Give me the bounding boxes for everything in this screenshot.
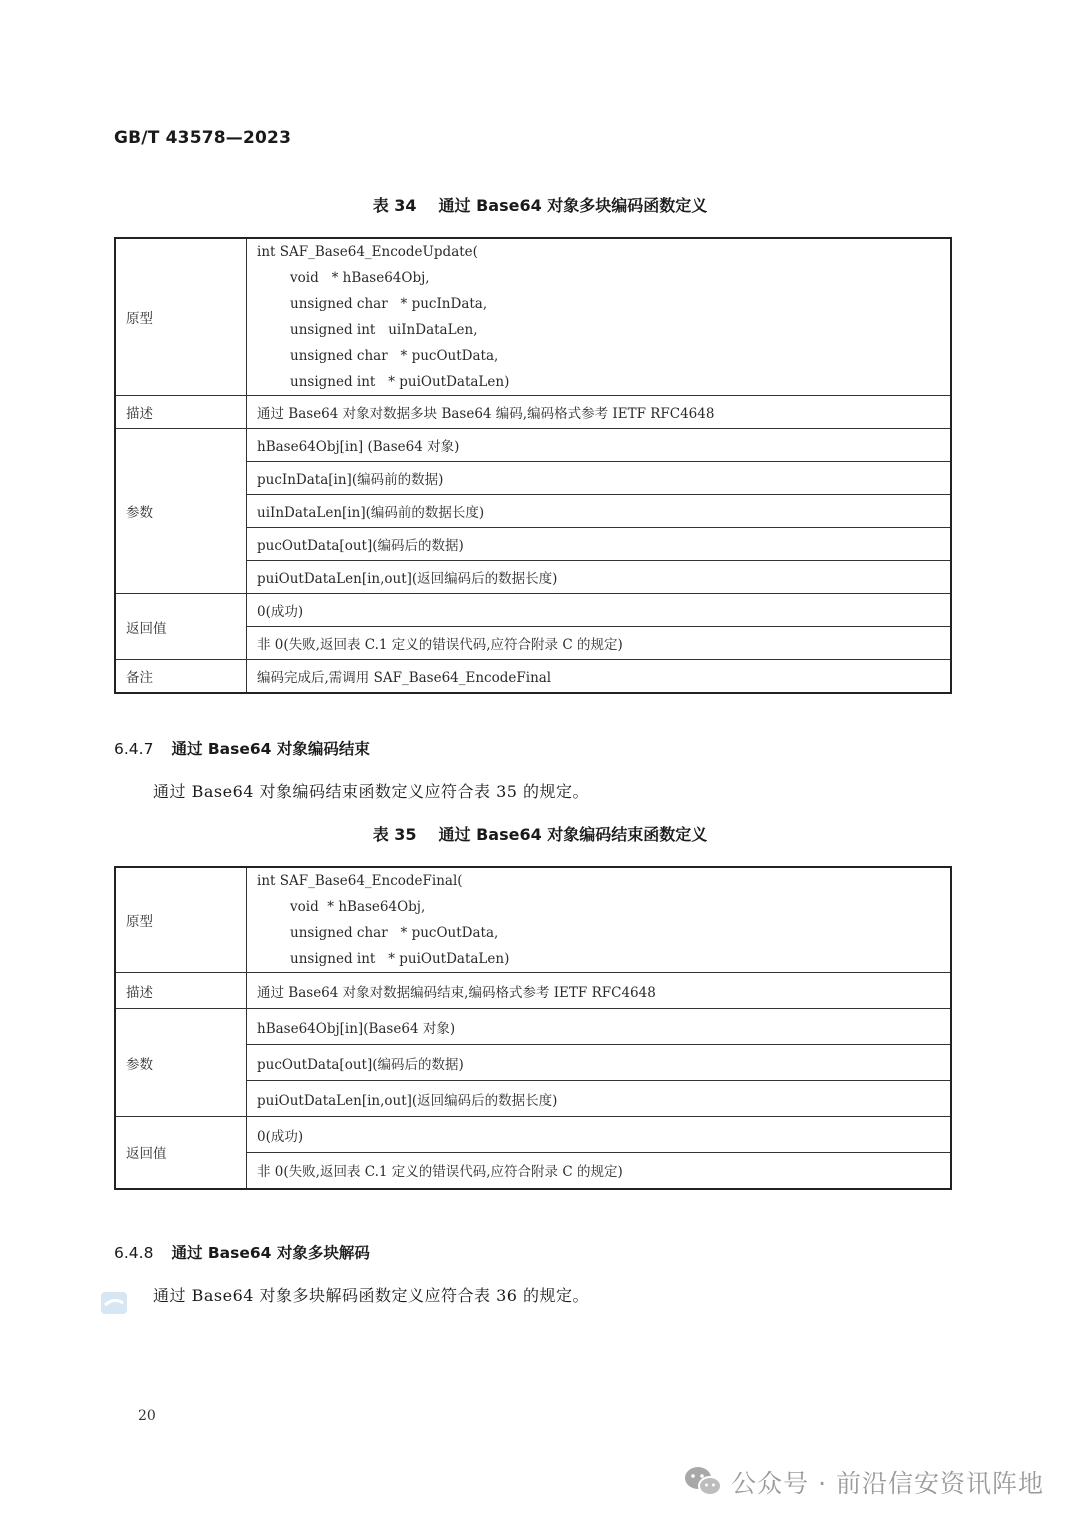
description-label: 描述 <box>115 973 247 1009</box>
table-35 <box>114 866 952 1190</box>
watermark <box>683 1462 1044 1502</box>
section-6-4-8-paragraph: 通过 Base64 对象多块解码函数定义应符合表 36 的规定。 <box>153 1286 590 1305</box>
table-row <box>115 429 951 462</box>
description-cell: 通过 Base64 对象对数据多块 Base64 编码,编码格式参考 IETF RFC4648 <box>247 396 952 429</box>
param-cell: uiInDataLen[in](编码前的数据长度) <box>247 495 952 528</box>
params-label: 参数 <box>115 429 247 594</box>
table-35-number: 表 35 <box>372 825 417 844</box>
section-6-4-8-heading <box>114 1241 370 1263</box>
prototype-line: int SAF_Base64_EncodeFinal( <box>257 873 463 889</box>
section-title: 通过 Base64 对象编码结束 <box>171 740 370 758</box>
description-cell: 通过 Base64 对象对数据编码结束,编码格式参考 IETF RFC4648 <box>247 973 952 1009</box>
prototype-line: unsigned char * pucOutData, <box>290 925 499 941</box>
return-label: 返回值 <box>115 594 247 660</box>
param-cell: puiOutDataLen[in,out](返回编码后的数据长度) <box>247 561 952 594</box>
table-row <box>115 660 951 693</box>
return-cell: 0(成功) <box>247 594 952 627</box>
table-row <box>115 238 951 396</box>
table-row <box>115 1009 951 1045</box>
description-label: 描述 <box>115 396 247 429</box>
return-label: 返回值 <box>115 1117 247 1189</box>
param-cell: hBase64Obj[in] (Base64 对象) <box>247 429 952 462</box>
table-row <box>115 1117 951 1153</box>
prototype-line: int SAF_Base64_EncodeUpdate( <box>257 244 478 260</box>
section-6-4-7-paragraph: 通过 Base64 对象编码结束函数定义应符合表 35 的规定。 <box>153 782 590 801</box>
return-cell: 非 0(失败,返回表 C.1 定义的错误代码,应符合附录 C 的规定) <box>247 1153 952 1189</box>
standard-code: GB/T 43578—2023 <box>114 128 292 148</box>
prototype-line: unsigned int uiInDataLen, <box>290 322 478 338</box>
return-cell: 0(成功) <box>247 1117 952 1153</box>
prototype-line: unsigned int * puiOutDataLen) <box>290 374 510 390</box>
table-35-caption: 通过 Base64 对象编码结束函数定义 <box>438 825 708 844</box>
prototype-cell <box>247 238 952 396</box>
param-cell: pucInData[in](编码前的数据) <box>247 462 952 495</box>
table-34 <box>114 237 952 694</box>
table-35-title <box>0 822 1080 845</box>
table-34-title <box>0 193 1080 216</box>
prototype-label: 原型 <box>115 238 247 396</box>
param-cell: hBase64Obj[in](Base64 对象) <box>247 1009 952 1045</box>
note-cell: 编码完成后,需调用 SAF_Base64_EncodeFinal <box>247 660 952 693</box>
table-row <box>115 973 951 1009</box>
param-cell: puiOutDataLen[in,out](返回编码后的数据长度) <box>247 1081 952 1117</box>
wechat-icon <box>683 1465 723 1499</box>
param-cell: pucOutData[out](编码后的数据) <box>247 528 952 561</box>
section-number: 6.4.7 <box>114 740 154 758</box>
section-title: 通过 Base64 对象多块解码 <box>171 1244 370 1262</box>
page-number: 20 <box>138 1408 156 1424</box>
prototype-line: void * hBase64Obj, <box>290 270 430 286</box>
table-34-number: 表 34 <box>372 196 417 215</box>
prototype-line: unsigned char * pucInData, <box>290 296 488 312</box>
table-row <box>115 594 951 627</box>
table-34-caption: 通过 Base64 对象多块编码函数定义 <box>438 196 708 215</box>
prototype-cell <box>247 867 952 973</box>
prototype-line: void * hBase64Obj, <box>290 899 426 915</box>
section-number: 6.4.8 <box>114 1244 154 1262</box>
section-6-4-7-heading <box>114 737 370 759</box>
return-cell: 非 0(失败,返回表 C.1 定义的错误代码,应符合附录 C 的规定) <box>247 627 952 660</box>
side-logo-icon <box>100 1290 128 1316</box>
params-label: 参数 <box>115 1009 247 1117</box>
table-row <box>115 867 951 973</box>
note-label: 备注 <box>115 660 247 693</box>
prototype-line: unsigned char * pucOutData, <box>290 348 499 364</box>
prototype-label: 原型 <box>115 867 247 973</box>
watermark-text: 公众号 · 前沿信安资讯阵地 <box>731 1469 1044 1498</box>
table-row <box>115 396 951 429</box>
prototype-line: unsigned int * puiOutDataLen) <box>290 951 510 967</box>
param-cell: pucOutData[out](编码后的数据) <box>247 1045 952 1081</box>
